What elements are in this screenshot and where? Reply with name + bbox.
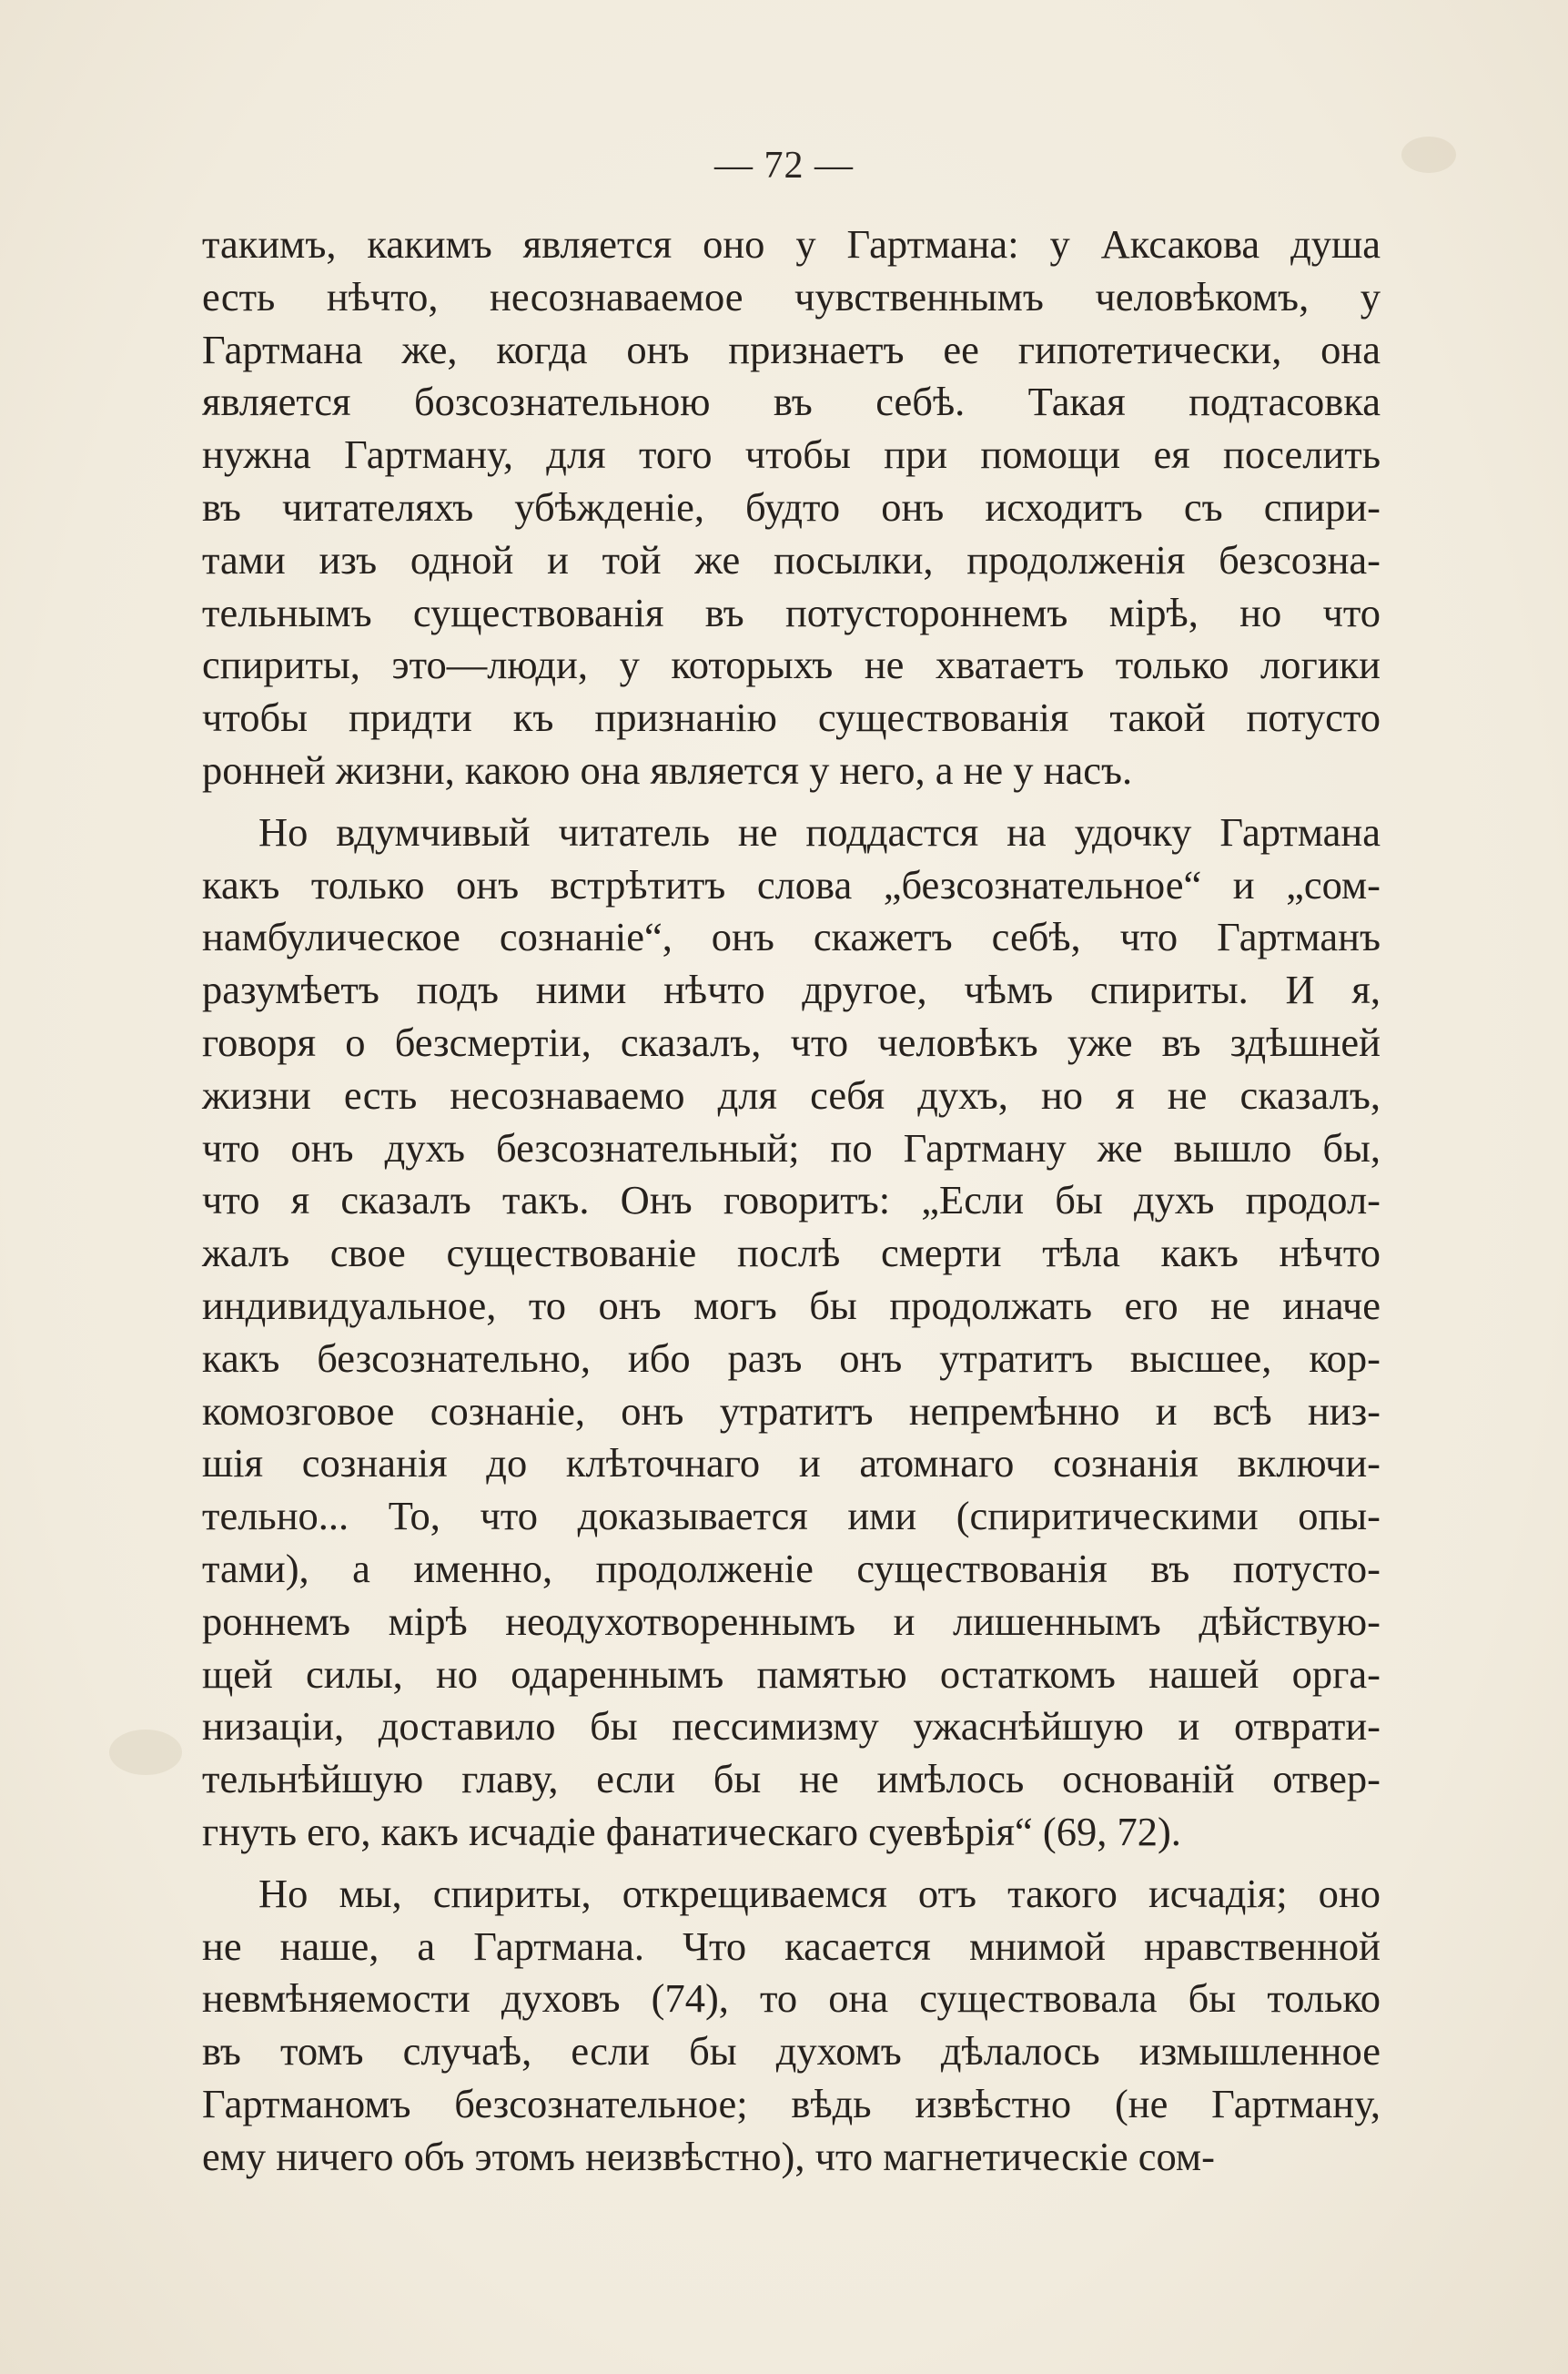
text-line: ронней жизни, какою она является у него, а не у насъ.	[202, 746, 1133, 793]
text-line: тельно... То, что доказывается ими (спиритическими опы-	[202, 1493, 1381, 1539]
text-line: что онъ духъ безсознательный; по Гартману же вышло бы,	[202, 1124, 1381, 1171]
text-line: низаціи, доставило бы пессимизму ужаснѣйшую и отврати-	[202, 1703, 1381, 1750]
text-line: индивидуальное, то онъ могъ бы продолжать его не иначе	[202, 1282, 1381, 1328]
text-line: что я сказалъ такъ. Онъ говоритъ: „Если бы духъ продол-	[202, 1177, 1381, 1223]
text-line: такимъ, какимъ является оно у Гартмана: у Аксакова душа	[202, 221, 1381, 267]
text-line: комозговое сознаніе, онъ утратитъ непремѣнно и всѣ низ-	[202, 1387, 1381, 1434]
paragraph	[202, 807, 1381, 1859]
text-line: спириты, это—люди, у которыхъ не хватаетъ только логики	[202, 642, 1381, 688]
text-line: роннемъ мірѣ неодухотвореннымъ и лишеннымъ дѣйствую-	[202, 1598, 1381, 1644]
paper-stain	[109, 1730, 182, 1775]
text-line: Гартмана же, когда онъ признаетъ ее гипотетически, она	[202, 326, 1381, 372]
text-line: тельнѣйшую главу, если бы не имѣлось основаній отвер-	[202, 1756, 1381, 1802]
paragraph	[202, 1868, 1381, 2184]
text-line: говоря о безсмертіи, сказалъ, что человѣкъ уже въ здѣшней	[202, 1019, 1381, 1065]
text-line: чтобы придти къ признанію существованія такой потусто	[202, 695, 1381, 741]
paragraph-gap	[202, 1859, 1381, 1868]
text-line: невмѣняемости духовъ (74), то она существовала бы только	[202, 1975, 1381, 2022]
text-line: какъ только онъ встрѣтитъ слова „безсознательное“ и „сом-	[202, 861, 1381, 908]
text-line: шія сознанія до клѣточнаго и атомнаго сознанія включи-	[202, 1440, 1381, 1486]
text-line: тами), а именно, продолженіе существованія въ потусто-	[202, 1545, 1381, 1591]
text-line: въ читателяхъ убѣжденіе, будто онъ исходитъ съ спири-	[202, 483, 1381, 530]
text-line: Гартманомъ безсознательное; вѣдь извѣстно (не Гартману,	[202, 2080, 1381, 2126]
body-text	[202, 218, 1381, 2183]
text-line: какъ безсознательно, ибо разъ онъ утратитъ высшее, кор-	[202, 1334, 1381, 1381]
text-line: Но мы, спириты, открещиваемся отъ такого исчадія; оно	[258, 1870, 1381, 1916]
text-line: разумѣетъ подъ ними нѣчто другое, чѣмъ спириты. И я,	[202, 967, 1381, 1013]
text-line: щей силы, но одареннымъ памятью остаткомъ нашей орга-	[202, 1650, 1381, 1697]
text-line: въ томъ случаѣ, если бы духомъ дѣлалось измышленное	[202, 2028, 1381, 2075]
text-line: тельнымъ существованія въ потустороннемъ мірѣ, но что	[202, 589, 1381, 635]
text-line: ему ничего объ этомъ неизвѣстно), что магнетическіе сом-	[202, 2133, 1215, 2179]
paragraph-gap	[202, 797, 1381, 807]
paragraph	[202, 218, 1381, 797]
text-line: гнуть его, какъ исчадіе фанатическаго суевѣрія“ (69, 72).	[202, 1808, 1181, 1854]
text-line: тами изъ одной и той же посылки, продолженія безсозна-	[202, 536, 1381, 583]
text-line: нужна Гартману, для того чтобы при помощи ея поселить	[202, 431, 1381, 478]
text-line: жизни есть несознаваемо для себя духъ, но я не сказалъ,	[202, 1071, 1381, 1118]
text-line: не наше, а Гартмана. Что касается мнимой нравственной	[202, 1923, 1381, 1969]
text-line: жалъ свое существованіе послѣ смерти тѣла какъ нѣчто	[202, 1230, 1381, 1276]
page-number: — 72 —	[714, 145, 854, 187]
text-line: Но вдумчивый читатель не поддастся на удочку Гартмана	[258, 808, 1381, 855]
text-line: является бозсознательною въ себѣ. Такая подтасовка	[202, 379, 1381, 425]
text-line: есть нѣчто, несознаваемое чувственнымъ человѣкомъ, у	[202, 273, 1381, 320]
text-line: намбулическое сознаніе“, онъ скажетъ себѣ, что Гартманъ	[202, 914, 1381, 960]
